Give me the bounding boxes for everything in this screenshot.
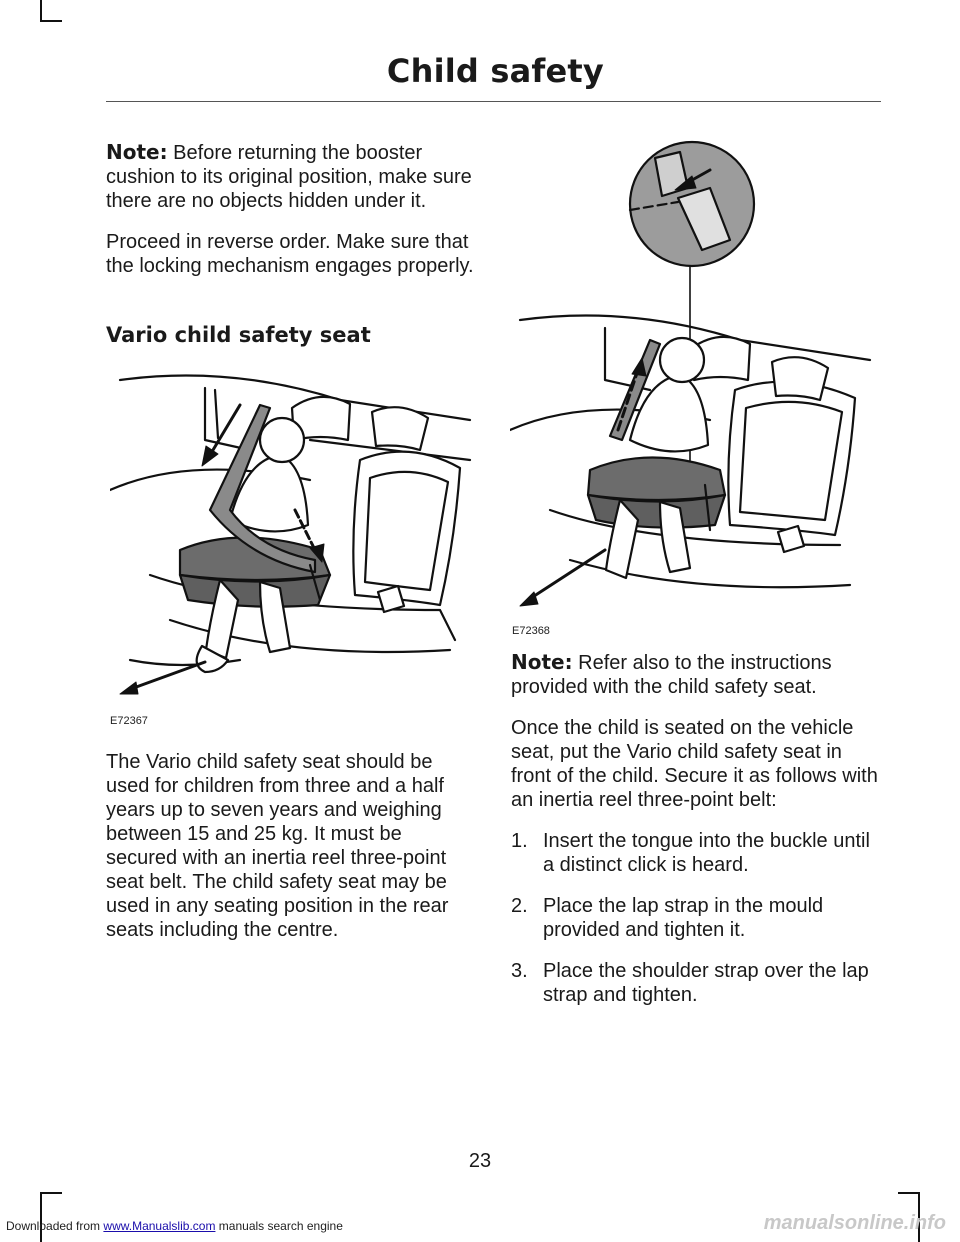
step-number: 1. — [511, 830, 528, 852]
note-label: Note: — [511, 650, 573, 674]
paragraph-intro: Once the child is seated on the vehicle seat, put the Vario child safety seat in front of the child. Secure it as follows with an inertia reel three-point belt: — [511, 717, 878, 811]
note-instructions — [511, 650, 883, 699]
section-title: Vario child safety seat — [106, 323, 371, 347]
list-item — [511, 959, 883, 1007]
page-title: Child safety — [386, 52, 604, 90]
list-item — [511, 829, 883, 877]
paragraph-usage: The Vario child safety seat should be used for children from three and a half years up to seven years and weighing between 15 and 25 kg. It must be secured with an inertia reel three-point seat belt. The child safety seat may be used in any seating position in the rear seats including the centre. — [106, 751, 449, 941]
step-text: Insert the tongue into the buckle until a distinct click is heard. — [543, 830, 870, 876]
crop-mark-bottom-left-v — [40, 1192, 42, 1242]
figure-code-right: E72368 — [512, 625, 550, 637]
crop-mark-bottom-left-h — [40, 1192, 62, 1194]
right-text — [511, 650, 883, 1024]
note-text: Refer also to the instructions provided with the child safety seat. — [511, 652, 832, 698]
crop-mark-top-left-h — [40, 20, 62, 22]
footer-watermark: manualsonline.info — [763, 1212, 946, 1234]
crop-mark-top-left-v — [40, 0, 42, 22]
crop-mark-bottom-right-h — [898, 1192, 920, 1194]
illustration-vario-seat-front — [110, 360, 480, 700]
footer-download-note — [6, 1219, 343, 1233]
illustration-vario-seat-belt — [510, 140, 880, 630]
left-intro-text — [106, 140, 478, 295]
paragraph-reverse: Proceed in reverse order. Make sure that the locking mechanism engages properly. — [106, 231, 474, 277]
step-text: Place the shoulder strap over the lap strap and tighten. — [543, 960, 869, 1006]
left-main-text — [106, 750, 478, 959]
footer-prefix: Downloaded from — [6, 1219, 101, 1233]
page-number: 23 — [468, 1150, 492, 1172]
note-text: Before returning the booster cushion to its original position, make sure there are no objects hidden under it. — [106, 142, 472, 212]
step-number: 3. — [511, 960, 528, 982]
note-label: Note: — [106, 140, 168, 164]
steps-list — [511, 829, 883, 1007]
step-number: 2. — [511, 895, 528, 917]
list-item — [511, 894, 883, 942]
step-text: Place the lap strap in the mould provided and tighten it. — [543, 895, 824, 941]
footer-suffix: manuals search engine — [218, 1219, 343, 1233]
title-divider — [106, 101, 881, 102]
note-booster — [106, 140, 478, 213]
figure-code-left: E72367 — [110, 715, 148, 727]
manualslib-link[interactable]: www.Manualslib.com — [103, 1219, 216, 1233]
